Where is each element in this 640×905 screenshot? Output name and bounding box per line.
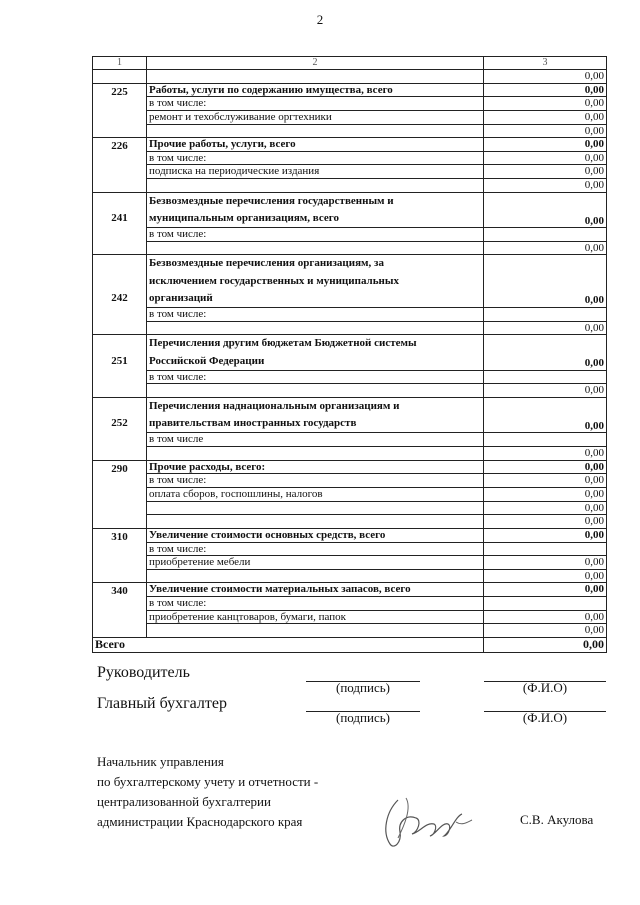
header-col-3: 3 — [484, 57, 607, 70]
article-code — [93, 192, 147, 255]
sub-item-amount — [484, 308, 607, 322]
table-row — [93, 255, 607, 308]
table-row — [93, 474, 607, 488]
table-row — [93, 556, 607, 570]
sub-item-name: ремонт и техобслуживание оргтехники — [147, 110, 484, 124]
article-amount: 0,00 — [484, 138, 607, 152]
sub-item-name — [147, 569, 484, 583]
article-code-label: 242 — [111, 291, 128, 304]
sub-item-name: приобретение канцтоваров, бумаги, папок — [147, 610, 484, 624]
article-code — [93, 255, 147, 335]
sig-title-head: Руководитель — [97, 664, 190, 681]
table-row — [93, 501, 607, 515]
article-amount: 0,00 — [484, 192, 607, 227]
article-name — [147, 255, 484, 308]
sub-item-name — [147, 501, 484, 515]
article-name — [147, 83, 484, 97]
sub-item-name — [147, 515, 484, 529]
footer-line: Начальник управления — [97, 754, 224, 769]
sub-item-name: в том числе: — [147, 474, 484, 488]
sub-item-amount: 0,00 — [484, 124, 607, 138]
sub-item-amount: 0,00 — [484, 610, 607, 624]
article-code — [93, 460, 147, 528]
page-number: 2 — [316, 12, 324, 27]
name-caption-head: (Ф.И.О) — [522, 680, 568, 695]
table-row — [93, 70, 607, 84]
article-name — [147, 460, 484, 474]
table-row — [93, 83, 607, 97]
article-code — [93, 335, 147, 398]
sign-caption-head: (подпись) — [336, 680, 390, 695]
article-code-label: 225 — [111, 85, 128, 98]
table-row — [93, 228, 607, 242]
table-body — [93, 70, 607, 653]
article-code — [93, 583, 147, 638]
table-row — [93, 179, 607, 193]
sub-item-amount — [484, 597, 607, 611]
article-name — [147, 192, 484, 227]
total-row — [93, 638, 607, 653]
article-name-line: Увеличение стоимости основных средств, всего — [149, 528, 386, 541]
sub-item-name: в том числе: — [147, 308, 484, 322]
article-name-line: Увеличение стоимости материальных запасов, всего — [149, 583, 411, 596]
article-amount: 0,00 — [484, 255, 607, 308]
sub-item-amount: 0,00 — [484, 110, 607, 124]
table-row — [93, 488, 607, 502]
article-code — [93, 398, 147, 461]
sig-title-accountant: Главный бухгалтер — [97, 695, 227, 712]
table-row — [93, 192, 607, 227]
article-name-line: Прочие работы, услуги, всего — [149, 138, 296, 151]
table-header-row — [93, 57, 607, 70]
article-code-label: 310 — [111, 530, 128, 543]
article-code — [93, 138, 147, 193]
article-name-line: Прочие расходы, всего: — [149, 460, 266, 473]
article-name-line: исключением государственных и муниципальных — [149, 274, 399, 287]
handwritten-signature-icon — [376, 792, 476, 854]
article-code-label: 340 — [111, 585, 128, 598]
article-amount: 0,00 — [484, 583, 607, 597]
table-row — [93, 370, 607, 384]
article-code-label: 252 — [111, 417, 128, 430]
header-col-2: 2 — [147, 57, 484, 70]
article-name — [147, 528, 484, 542]
article-amount: 0,00 — [484, 335, 607, 370]
sub-item-amount: 0,00 — [484, 556, 607, 570]
sub-item-name: в том числе: — [147, 228, 484, 242]
footer-position — [97, 752, 318, 832]
article-name-line: Российской Федерации — [149, 354, 265, 367]
table-row — [93, 569, 607, 583]
table-row — [93, 335, 607, 370]
sign-caption-accountant: (подпись) — [336, 710, 390, 725]
table-row — [93, 321, 607, 335]
sub-item-name: оплата сборов, госпошлины, налогов — [147, 488, 484, 502]
sub-item-amount: 0,00 — [484, 569, 607, 583]
header-col-1: 1 — [93, 57, 147, 70]
article-code — [93, 83, 147, 138]
table-row — [93, 398, 607, 433]
article-amount: 0,00 — [484, 398, 607, 433]
table-row — [93, 384, 607, 398]
table-row — [93, 165, 607, 179]
sub-item-name: в том числе: — [147, 542, 484, 556]
table-row — [93, 124, 607, 138]
article-code-label: 226 — [111, 140, 128, 153]
sub-item-amount: 0,00 — [484, 384, 607, 398]
article-name — [147, 583, 484, 597]
sub-item-amount: 0,00 — [484, 474, 607, 488]
article-amount: 0,00 — [484, 460, 607, 474]
table-row — [93, 97, 607, 111]
table-row — [93, 138, 607, 152]
sub-item-amount: 0,00 — [484, 321, 607, 335]
sub-item-amount: 0,00 — [484, 151, 607, 165]
table-row — [93, 447, 607, 461]
table-row — [93, 241, 607, 255]
sub-item-amount: 0,00 — [484, 97, 607, 111]
sub-item-name — [147, 124, 484, 138]
article-name-line: Работы, услуги по содержанию имущества, всего — [149, 83, 393, 96]
sub-item-name — [147, 624, 484, 638]
sub-item-amount: 0,00 — [484, 515, 607, 529]
name-caption-accountant: (Ф.И.О) — [522, 710, 568, 725]
sub-item-amount: 0,00 — [484, 624, 607, 638]
table-row — [93, 308, 607, 322]
article-name-line: Перечисления наднациональным организациям и — [149, 400, 400, 413]
article-code-label: 241 — [111, 211, 128, 224]
sub-item-name: приобретение мебели — [147, 556, 484, 570]
total-amount: 0,00 — [484, 638, 607, 653]
table-row — [93, 624, 607, 638]
sub-item-amount: 0,00 — [484, 179, 607, 193]
footer-line: по бухгалтерскому учету и отчетности - — [97, 774, 319, 789]
sub-item-name: в том числе: — [147, 597, 484, 611]
sub-item-name: подписка на периодические издания — [147, 165, 484, 179]
sub-item-name — [147, 70, 484, 84]
article-name-line: Безвозмездные перечисления организациям, за — [149, 257, 384, 270]
sub-item-name: в том числе: — [147, 97, 484, 111]
sub-item-name — [147, 241, 484, 255]
article-amount: 0,00 — [484, 528, 607, 542]
sub-item-name — [147, 447, 484, 461]
article-name-line: правительствам иностранных государств — [149, 417, 357, 430]
article-code — [93, 70, 147, 84]
sub-item-amount: 0,00 — [484, 70, 607, 84]
table-row — [93, 151, 607, 165]
sub-item-name: в том числе — [147, 433, 484, 447]
article-code — [93, 528, 147, 583]
sub-item-name: в том числе: — [147, 370, 484, 384]
table-row — [93, 433, 607, 447]
total-label: Всего — [93, 638, 484, 653]
sub-item-amount: 0,00 — [484, 501, 607, 515]
sub-item-amount — [484, 370, 607, 384]
sub-item-amount: 0,00 — [484, 241, 607, 255]
footer-line: централизованной бухгалтерии — [97, 794, 271, 809]
sub-item-amount: 0,00 — [484, 447, 607, 461]
sub-item-amount — [484, 433, 607, 447]
table-row — [93, 597, 607, 611]
sub-item-name: в том числе: — [147, 151, 484, 165]
article-amount: 0,00 — [484, 83, 607, 97]
table-row — [93, 110, 607, 124]
article-code-label: 290 — [111, 462, 128, 475]
article-name-line: организаций — [149, 291, 213, 304]
table-row — [93, 610, 607, 624]
sub-item-name — [147, 321, 484, 335]
table-row — [93, 542, 607, 556]
article-name-line: Безвозмездные перечисления государственным и — [149, 194, 394, 207]
article-name — [147, 335, 484, 370]
footer-line: администрации Краснодарского края — [97, 814, 303, 829]
sub-item-amount — [484, 228, 607, 242]
article-name — [147, 398, 484, 433]
budget-table — [92, 56, 607, 653]
sub-item-name — [147, 179, 484, 193]
article-code-label: 251 — [111, 354, 128, 367]
sub-item-amount: 0,00 — [484, 165, 607, 179]
sub-item-amount — [484, 542, 607, 556]
sub-item-amount: 0,00 — [484, 488, 607, 502]
article-name — [147, 138, 484, 152]
footer-name: С.В. Акулова — [520, 812, 594, 827]
table-row — [93, 528, 607, 542]
table-row — [93, 460, 607, 474]
article-name-line: муниципальным организациям, всего — [149, 211, 339, 224]
sub-item-name — [147, 384, 484, 398]
article-name-line: Перечисления другим бюджетам Бюджетной системы — [149, 337, 417, 350]
table-row — [93, 515, 607, 529]
table-row — [93, 583, 607, 597]
